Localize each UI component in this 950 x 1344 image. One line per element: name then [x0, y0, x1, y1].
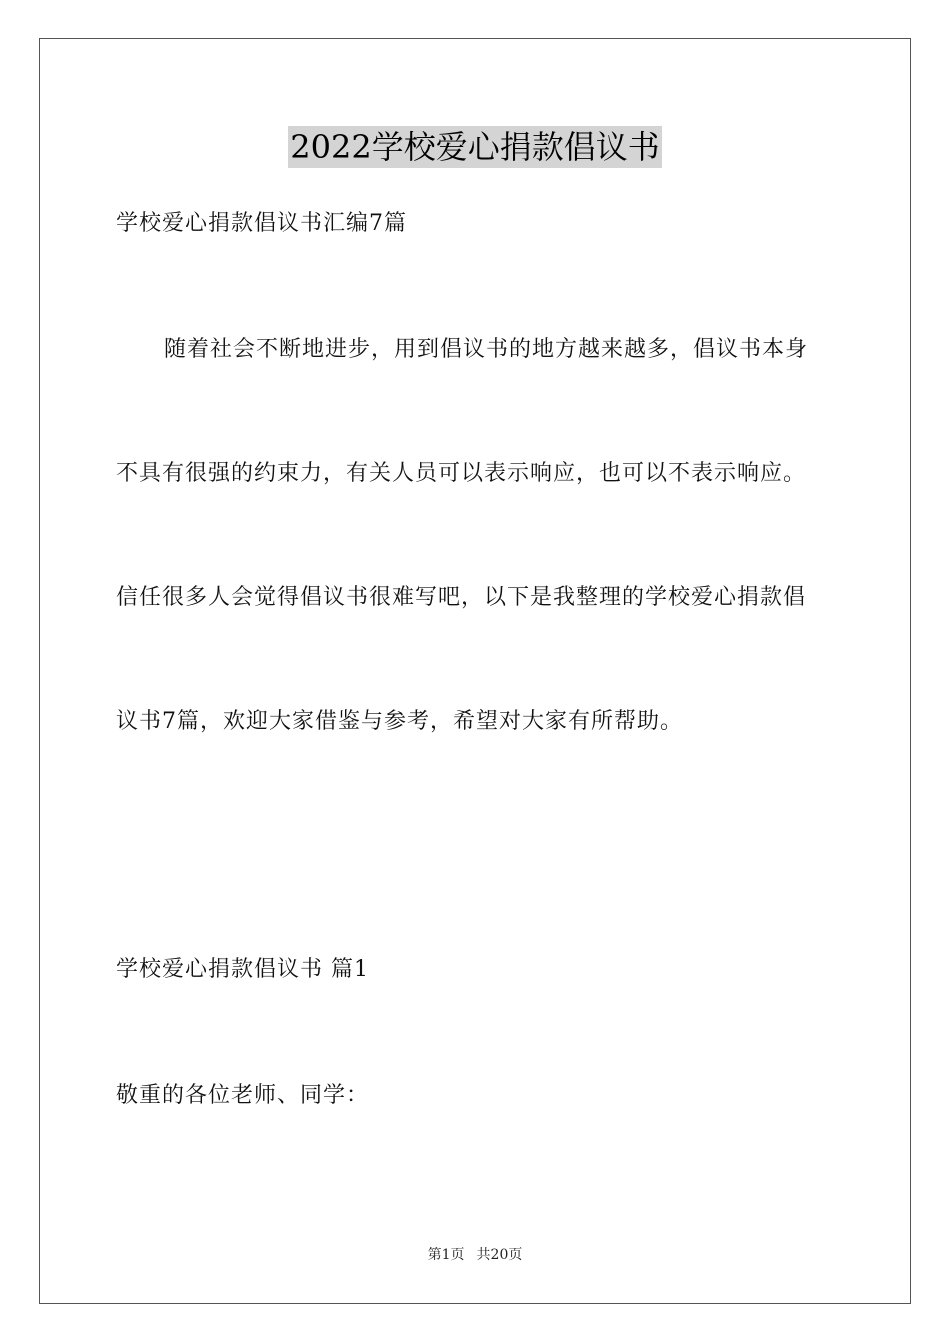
intro-line-3: 信任很多人会觉得倡议书很难写吧，以下是我整理的学校爱心捐款倡 [116, 585, 807, 610]
intro-line-4: 议书7篇，欢迎大家借鉴与参考，希望对大家有所帮助。 [116, 709, 683, 734]
title-container [0, 126, 950, 168]
page-number: 第1页 [427, 1247, 465, 1263]
intro-line-2: 不具有很强的约束力，有关人员可以表示响应，也可以不表示响应。 [116, 461, 807, 486]
section-heading: 学校爱心捐款倡议书 篇1 [116, 957, 369, 982]
salutation: 敬重的各位老师、同学： [116, 1083, 370, 1108]
document-subtitle: 学校爱心捐款倡议书汇编7篇 [116, 211, 407, 236]
intro-line-1: 随着社会不断地进步，用到倡议书的地方越来越多，倡议书本身 [164, 337, 809, 362]
page-footer [0, 1246, 950, 1264]
page-total: 共20页 [476, 1247, 523, 1263]
document-title: 2022学校爱心捐款倡议书 [290, 128, 660, 166]
